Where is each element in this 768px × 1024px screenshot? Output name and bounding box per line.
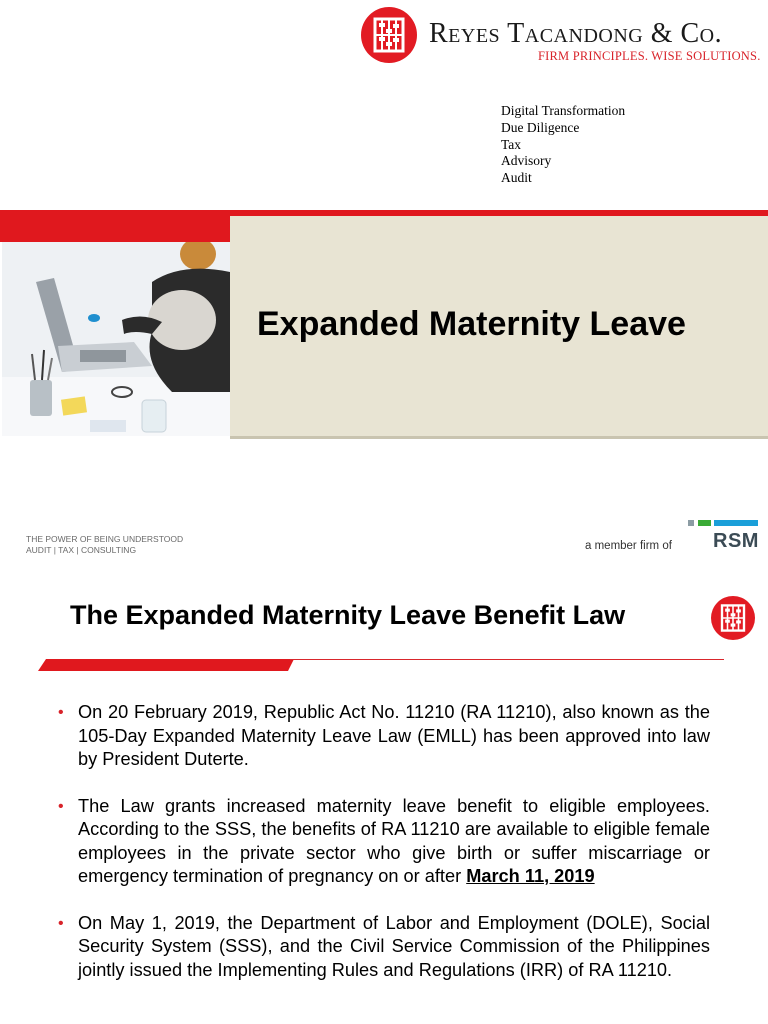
rsm-logo-text: RSM — [713, 530, 759, 552]
bullet-marker: • — [58, 797, 64, 815]
firm-logo — [361, 7, 417, 63]
effective-date: March 11, 2019 — [466, 866, 595, 886]
panel-shadow — [230, 436, 768, 439]
bullet-item — [58, 795, 710, 889]
rsm-bar-blue — [714, 520, 758, 526]
service-list — [501, 103, 625, 187]
bullet-item — [58, 701, 710, 772]
bullet-text: On May 1, 2019, the Department of Labor and Employment (DOLE), Social Security System (SSS), and the Civil Service Commission of the Philippines jointly issued the Implementing Rules and Regulations (IRR) of RA 11210. — [78, 912, 710, 980]
bullet-text: The Law grants increased maternity leave benefit to eligible employees. According to the SSS, the benefits of RA 11210 are available to eligible female employees in the private sector who give birth or suffer miscarriage or emergency termination of pregnancy on or after — [78, 795, 710, 886]
heading-red-accent — [38, 659, 294, 671]
bullet-item — [58, 912, 710, 983]
title-panel — [230, 216, 768, 436]
footer-tagline-line1: THE POWER OF BEING UNDERSTOOD — [26, 534, 184, 544]
service-item: Tax — [501, 136, 522, 152]
service-item: Digital Transformation — [501, 103, 626, 118]
heading-rule — [290, 659, 724, 660]
red-wedge-shape — [0, 210, 260, 242]
rsm-bar-green — [698, 520, 711, 526]
slide-title: Expanded Maternity Leave — [257, 305, 686, 343]
bullet-text: On 20 February 2019, Republic Act No. 11210 (RA 11210), also known as the 105-Day Expanded Maternity Leave Law (EMLL) has been approved into law by President Duterte. — [78, 702, 710, 769]
woman-at-laptop-illustration — [2, 242, 230, 436]
bullet-list — [58, 701, 710, 1005]
bullet-marker: • — [58, 914, 64, 932]
abacus-icon — [361, 7, 417, 63]
footer-tagline-line2: AUDIT | TAX | CONSULTING — [26, 545, 137, 555]
rsm-bar-grey — [688, 520, 694, 526]
rsm-member-text: a member firm of — [585, 540, 672, 552]
brand-tagline: FIRM PRINCIPLES. WISE SOLUTIONS. — [538, 49, 761, 63]
service-item: Audit — [501, 170, 532, 186]
brand-name: Reyes Tacandong & Co. — [429, 18, 723, 49]
abacus-icon — [711, 596, 755, 640]
service-item: Due Diligence — [501, 119, 580, 135]
bullet-marker: • — [58, 704, 64, 721]
hero-photo — [2, 242, 230, 436]
service-item: Advisory — [501, 153, 552, 169]
section-heading: The Expanded Maternity Leave Benefit Law — [70, 600, 626, 630]
footer-tagline — [26, 534, 183, 556]
firm-logo-small — [711, 596, 755, 640]
